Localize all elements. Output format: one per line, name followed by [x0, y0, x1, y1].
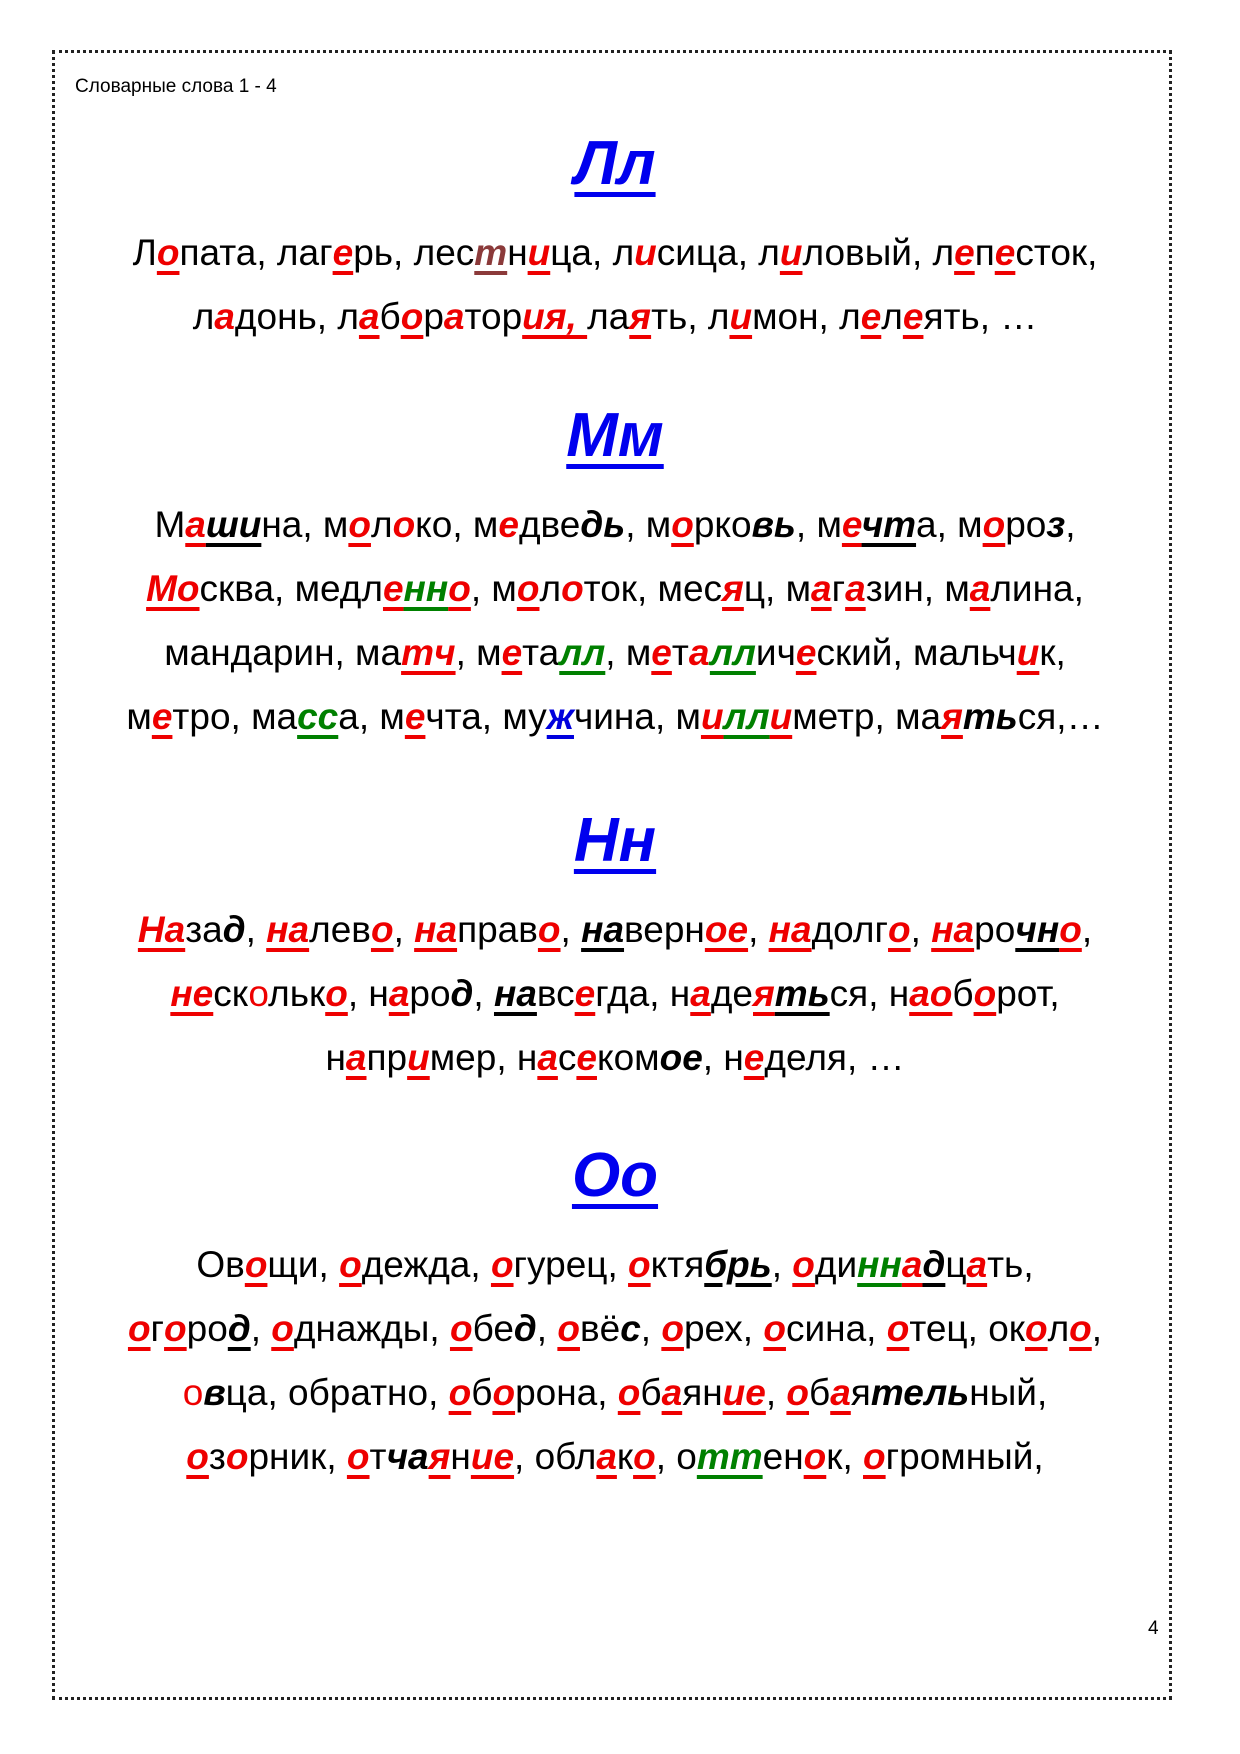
highlighted-letters: т	[474, 232, 508, 273]
highlighted-letters: е	[743, 1037, 765, 1078]
highlighted-letters: тель	[870, 1372, 970, 1413]
text-segment: ди	[814, 1244, 858, 1285]
highlighted-letters: и	[779, 232, 803, 273]
highlighted-letters: ие	[470, 1436, 515, 1477]
highlighted-letters: Мо	[146, 568, 200, 609]
highlighted-letters: дь	[580, 504, 626, 545]
text-segment: н	[450, 1436, 471, 1477]
text-segment: ский, мальч	[816, 632, 1017, 673]
highlighted-letters: о	[248, 973, 269, 1014]
highlighted-letters: ть	[774, 973, 830, 1014]
text-segment: Л	[132, 232, 157, 273]
highlighted-letters: о	[182, 1372, 204, 1413]
text-segment: ,	[1081, 909, 1093, 950]
highlighted-letters: е	[498, 504, 519, 545]
highlighted-letters: а	[358, 296, 380, 337]
text-segment: , н	[702, 1037, 744, 1078]
text-segment: рот,	[996, 973, 1060, 1014]
text-segment: ск	[213, 973, 249, 1014]
highlighted-letters: а	[185, 504, 206, 545]
text-segment: ся,…	[1017, 696, 1104, 737]
text-segment: гда, н	[595, 973, 691, 1014]
highlighted-letters: а	[537, 1037, 558, 1078]
text-segment: п	[974, 232, 995, 273]
highlighted-letters: д	[922, 1244, 946, 1285]
text-segment: ро	[409, 973, 451, 1014]
highlighted-letters: о	[792, 1244, 815, 1285]
text-segment: ,	[1091, 1308, 1103, 1349]
highlighted-letters: брь	[704, 1244, 772, 1285]
text-segment: г	[831, 568, 846, 609]
highlighted-letters: ое	[659, 1037, 703, 1078]
highlighted-letters: о	[400, 296, 424, 337]
highlighted-letters: о	[1069, 1308, 1092, 1349]
word-lines	[60, 221, 1170, 349]
text-segment: долг	[811, 909, 889, 950]
text-segment: рона,	[515, 1372, 618, 1413]
text-segment: , м	[625, 504, 672, 545]
highlighted-letters: тт	[696, 1436, 763, 1477]
highlighted-letters: о	[982, 504, 1006, 545]
text-segment: чта, му	[425, 696, 547, 737]
highlighted-letters: лл	[709, 632, 756, 673]
highlighted-letters: лл	[559, 632, 606, 673]
highlighted-letters: о	[370, 909, 394, 950]
highlighted-letters: на	[931, 909, 975, 950]
highlighted-letters: о	[661, 1308, 684, 1349]
text-segment: вё	[579, 1308, 621, 1349]
highlighted-letters: тч	[401, 632, 456, 673]
highlighted-letters: о	[392, 504, 416, 545]
text-segment: щи,	[267, 1244, 340, 1285]
text-segment: ,	[765, 1372, 787, 1413]
highlighted-letters: нн	[403, 568, 449, 609]
text-segment: а, м	[916, 504, 983, 545]
highlighted-letters: и	[769, 696, 793, 737]
text-segment: две	[518, 504, 581, 545]
highlighted-letters: о	[537, 909, 561, 950]
highlighted-letters: я	[428, 1436, 451, 1477]
text-segment: л	[192, 296, 215, 337]
highlighted-letters: о	[127, 1308, 151, 1349]
highlighted-letters: и	[729, 296, 753, 337]
text-segment: з	[208, 1436, 226, 1477]
text-segment: а, м	[338, 696, 405, 737]
text-segment: ,	[245, 909, 267, 950]
text-segment: л	[539, 568, 562, 609]
text-segment: , м	[470, 568, 517, 609]
text-segment: ,	[250, 1308, 272, 1349]
text-segment: ный,	[969, 1372, 1048, 1413]
text-segment: м	[126, 696, 152, 737]
text-segment: ,	[393, 909, 415, 950]
highlighted-letters: а	[688, 632, 710, 673]
highlighted-letters: о	[490, 1244, 514, 1285]
highlighted-letters: ао	[909, 973, 953, 1014]
highlighted-letters: о	[633, 1436, 656, 1477]
highlighted-letters: ие	[722, 1372, 766, 1413]
text-segment: ро	[974, 909, 1016, 950]
highlighted-letters: на	[768, 909, 812, 950]
text-segment: , м	[455, 632, 502, 673]
text-segment: , н	[347, 973, 389, 1014]
highlighted-letters: и	[407, 1037, 430, 1078]
text-segment: ,	[910, 909, 932, 950]
text-segment: дежда,	[361, 1244, 491, 1285]
highlighted-letters: е	[576, 1037, 597, 1078]
word-line	[60, 685, 1170, 749]
text-segment: метр, ма	[792, 696, 942, 737]
highlighted-letters: ое	[704, 909, 749, 950]
text-segment: за	[185, 909, 223, 950]
text-segment: л	[881, 296, 903, 337]
highlighted-letters: е	[651, 632, 672, 673]
highlighted-letters: ж	[546, 696, 574, 737]
text-segment: с	[557, 1037, 577, 1078]
highlighted-letters: о	[886, 1308, 910, 1349]
highlighted-letters: я	[629, 296, 652, 337]
highlighted-letters: о	[557, 1308, 580, 1349]
text-segment: М	[154, 504, 186, 545]
text-segment: н	[325, 1037, 346, 1078]
text-segment: пата, лаг	[179, 232, 333, 273]
highlighted-letters: о	[164, 1308, 187, 1349]
text-segment: ц, м	[743, 568, 812, 609]
highlighted-letters: о	[186, 1436, 209, 1477]
text-segment: , обл	[514, 1436, 597, 1477]
text-segment: лев	[309, 909, 371, 950]
text-segment: тец, ок	[909, 1308, 1025, 1349]
text-segment: ко, м	[415, 504, 499, 545]
text-segment: л	[1047, 1308, 1070, 1349]
text-segment: де	[710, 973, 753, 1014]
text-segment: вс	[536, 973, 575, 1014]
highlighted-letters: а	[596, 1436, 617, 1477]
text-segment: ,	[1065, 504, 1076, 545]
highlighted-letters: а	[845, 568, 866, 609]
highlighted-letters: о	[617, 1372, 641, 1413]
highlighted-letters: о	[225, 1436, 249, 1477]
highlighted-letters: е	[574, 973, 596, 1014]
section-l	[60, 128, 1170, 349]
highlighted-letters: на	[581, 909, 625, 950]
highlighted-letters: д	[513, 1308, 537, 1349]
section-m	[60, 400, 1170, 749]
word-line	[60, 1026, 1170, 1090]
word-line	[60, 1297, 1170, 1361]
highlighted-letters: о	[156, 232, 180, 273]
highlighted-letters: е	[860, 296, 882, 337]
highlighted-letters: а	[214, 296, 235, 337]
text-segment: Ов	[196, 1244, 245, 1285]
text-segment: ять, …	[923, 296, 1038, 337]
document-header: Словарные слова 1 - 4	[75, 76, 277, 97]
highlighted-letters: о	[339, 1244, 362, 1285]
text-segment: льк	[268, 973, 326, 1014]
text-segment: н	[507, 232, 528, 273]
text-segment: ,	[473, 973, 494, 1014]
text-segment: , м	[605, 632, 652, 673]
text-segment: сина,	[785, 1308, 887, 1349]
text-segment: сток,	[1015, 232, 1098, 273]
highlighted-letters: о	[888, 909, 911, 950]
text-segment: ла	[587, 296, 630, 337]
text-segment: б	[640, 1372, 662, 1413]
word-line	[60, 1233, 1170, 1297]
highlighted-letters: нн	[857, 1244, 902, 1285]
highlighted-letters: о	[448, 568, 471, 609]
highlighted-letters: о	[803, 1436, 827, 1477]
text-segment: мон, л	[752, 296, 861, 337]
highlighted-letters: я	[941, 696, 963, 737]
text-segment: рко	[693, 504, 752, 545]
highlighted-letters: и	[1016, 632, 1040, 673]
highlighted-letters: в	[203, 1372, 226, 1413]
section-heading: Оо	[571, 1141, 659, 1210]
text-segment: , о	[655, 1436, 697, 1477]
highlighted-letters: а	[443, 296, 465, 337]
highlighted-letters: и	[700, 696, 724, 737]
highlighted-letters: е	[501, 632, 523, 673]
highlighted-letters: вь	[751, 504, 796, 545]
text-segment: ,	[640, 1308, 662, 1349]
text-segment: ть, л	[651, 296, 730, 337]
highlighted-letters: о	[1024, 1308, 1048, 1349]
highlighted-letters: не	[170, 973, 214, 1014]
highlighted-letters: ча	[386, 1436, 429, 1477]
highlighted-letters: ия,	[522, 296, 588, 337]
text-segment: ,	[771, 1244, 793, 1285]
text-segment: мер, н	[429, 1037, 538, 1078]
highlighted-letters: о	[561, 568, 584, 609]
section-heading: Мм	[566, 401, 664, 470]
text-segment: ц	[945, 1244, 967, 1285]
text-segment: гурец,	[513, 1244, 629, 1285]
word-line	[60, 221, 1170, 285]
text-segment: донь, л	[234, 296, 359, 337]
text-segment: прав	[457, 909, 538, 950]
highlighted-letters: а	[345, 1037, 367, 1078]
word-lines	[60, 898, 1170, 1090]
text-segment: ,	[536, 1308, 558, 1349]
highlighted-letters: на	[414, 909, 458, 950]
text-segment: та	[522, 632, 560, 673]
text-segment: к,	[826, 1436, 864, 1477]
text-segment: б	[379, 296, 401, 337]
text-segment: ся, н	[829, 973, 910, 1014]
highlighted-letters: я	[753, 973, 775, 1014]
text-segment: ца, л	[550, 232, 635, 273]
section-heading: Нн	[573, 806, 657, 875]
highlighted-letters: о	[628, 1244, 651, 1285]
text-segment: ян	[682, 1372, 723, 1413]
text-segment: я	[850, 1372, 871, 1413]
highlighted-letters: ши	[205, 504, 262, 545]
text-segment: ,	[560, 909, 582, 950]
highlighted-letters: с	[620, 1308, 641, 1349]
highlighted-letters: лл	[723, 696, 770, 737]
text-segment: р	[423, 296, 444, 337]
highlighted-letters: д	[227, 1308, 251, 1349]
highlighted-letters: е	[151, 696, 173, 737]
text-segment: рь, лес	[353, 232, 475, 273]
word-line	[60, 621, 1170, 685]
section-o	[60, 1140, 1170, 1489]
highlighted-letters: о	[973, 973, 997, 1014]
text-segment: ро	[1005, 504, 1047, 545]
text-segment: на, м	[261, 504, 349, 545]
text-segment: т	[369, 1436, 387, 1477]
highlighted-letters: о	[325, 973, 348, 1014]
highlighted-letters: на	[266, 909, 310, 950]
highlighted-letters: е	[841, 504, 862, 545]
text-segment: днажды,	[293, 1308, 450, 1349]
text-segment: ком	[596, 1037, 660, 1078]
text-segment: г	[150, 1308, 165, 1349]
highlighted-letters: е	[404, 696, 426, 737]
text-segment: ть,	[987, 1244, 1034, 1285]
text-segment: т	[671, 632, 689, 673]
word-lines	[60, 1233, 1170, 1489]
highlighted-letters: о	[448, 1372, 472, 1413]
word-lines	[60, 493, 1170, 749]
text-segment: чина, м	[573, 696, 701, 737]
word-line	[60, 1425, 1170, 1489]
text-segment: рех,	[683, 1308, 764, 1349]
text-segment: ен	[762, 1436, 804, 1477]
text-segment: ич	[755, 632, 796, 673]
highlighted-letters: а	[690, 973, 711, 1014]
highlighted-letters: на	[493, 973, 537, 1014]
text-segment: ток, мес	[583, 568, 723, 609]
highlighted-letters: о	[271, 1308, 294, 1349]
text-segment: пр	[366, 1037, 408, 1078]
highlighted-letters: а	[388, 973, 410, 1014]
text-segment: лина,	[990, 568, 1084, 609]
highlighted-letters: о	[516, 568, 540, 609]
text-segment: рник,	[248, 1436, 347, 1477]
text-segment: тро, ма	[172, 696, 298, 737]
word-line	[60, 962, 1170, 1026]
text-segment: сква, медл	[199, 568, 383, 609]
text-segment: деля, …	[764, 1037, 905, 1078]
highlighted-letters: а	[811, 568, 832, 609]
highlighted-letters: е	[795, 632, 817, 673]
highlighted-letters: з	[1046, 504, 1066, 545]
highlighted-letters: о	[863, 1436, 886, 1477]
highlighted-letters: о	[763, 1308, 786, 1349]
highlighted-letters: е	[954, 232, 975, 273]
text-segment: л	[370, 504, 393, 545]
highlighted-letters: и	[527, 232, 551, 273]
highlighted-letters: чт	[861, 504, 917, 545]
highlighted-letters: е	[332, 232, 354, 273]
highlighted-letters: д	[450, 973, 474, 1014]
highlighted-letters: о	[671, 504, 694, 545]
section-heading: Лл	[574, 129, 656, 198]
highlighted-letters: На	[137, 909, 186, 950]
highlighted-letters: чн	[1015, 909, 1060, 950]
highlighted-letters: е	[994, 232, 1016, 273]
text-segment: бе	[472, 1308, 514, 1349]
highlighted-letters: о	[348, 504, 371, 545]
text-segment: ловый, л	[802, 232, 955, 273]
text-segment: б	[809, 1372, 831, 1413]
highlighted-letters: я	[722, 568, 744, 609]
highlighted-letters: о	[492, 1372, 516, 1413]
word-line	[60, 1361, 1170, 1425]
highlighted-letters: а	[901, 1244, 923, 1285]
text-segment: громный,	[885, 1436, 1044, 1477]
text-segment: ца, обратно,	[225, 1372, 449, 1413]
highlighted-letters: е	[902, 296, 924, 337]
section-n	[60, 805, 1170, 1090]
highlighted-letters: о	[346, 1436, 370, 1477]
page-number: 4	[1148, 1618, 1159, 1639]
highlighted-letters: ть	[962, 696, 1018, 737]
highlighted-letters: о	[449, 1308, 473, 1349]
highlighted-letters: е	[382, 568, 404, 609]
highlighted-letters: и	[634, 232, 657, 273]
text-segment: ,	[748, 909, 769, 950]
highlighted-letters: о	[1059, 909, 1082, 950]
word-line	[60, 285, 1170, 349]
highlighted-letters: сс	[297, 696, 339, 737]
highlighted-letters: а	[830, 1372, 851, 1413]
highlighted-letters: а	[969, 568, 991, 609]
text-segment: к	[616, 1436, 634, 1477]
text-segment: зин, м	[865, 568, 970, 609]
text-segment: тор	[464, 296, 523, 337]
text-segment: ктя	[650, 1244, 705, 1285]
text-segment: мандарин, ма	[164, 632, 402, 673]
text-segment: к,	[1039, 632, 1066, 673]
highlighted-letters: а	[966, 1244, 988, 1285]
text-segment: б	[952, 973, 974, 1014]
text-segment: б	[471, 1372, 493, 1413]
highlighted-letters: о	[244, 1244, 268, 1285]
text-segment: ро	[186, 1308, 228, 1349]
text-segment: верн	[624, 909, 705, 950]
word-line	[60, 898, 1170, 962]
text-segment: , м	[795, 504, 842, 545]
highlighted-letters: д	[222, 909, 246, 950]
highlighted-letters: о	[786, 1372, 810, 1413]
word-line	[60, 557, 1170, 621]
highlighted-letters: а	[661, 1372, 683, 1413]
word-line	[60, 493, 1170, 557]
text-segment: сица, л	[656, 232, 780, 273]
